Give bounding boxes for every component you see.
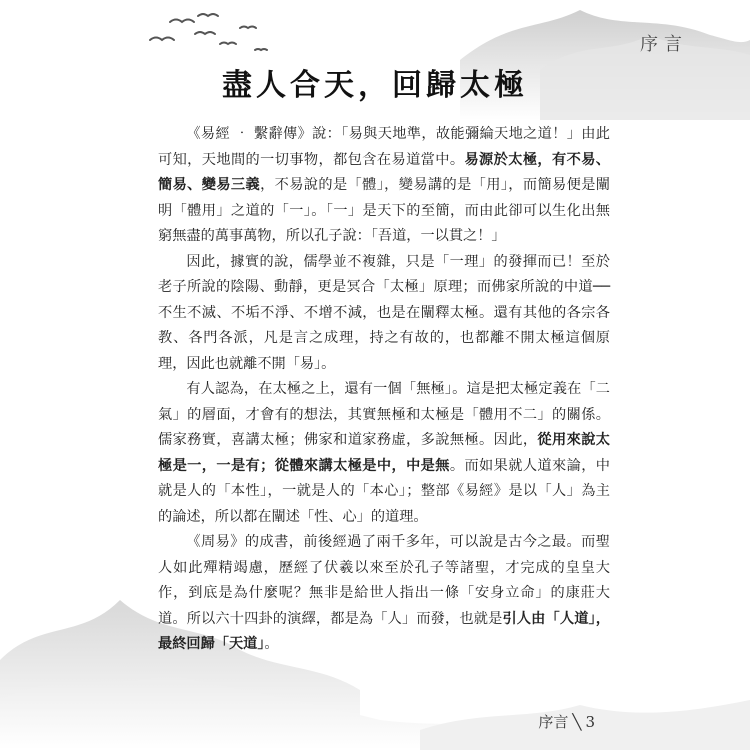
section-corner-label: 序言: [640, 34, 688, 55]
text-run: 。: [264, 636, 279, 652]
text-run: ，不易說的是「體」，變易講的是「用」，而簡易便是闡明「體用」之道的「一」。「一」是天下的至簡，而由此卻可以生化出無窮無盡的萬事萬物，所以孔子說：「吾道，一以貫之！」: [158, 177, 610, 244]
emphasized-text: 引人由「人道」，最終回歸「天道」: [158, 610, 610, 652]
footer-section-label: 序言: [538, 713, 569, 731]
text-run: 因此，據實的說，儒學並不複雜，只是「一理」的發揮而已！至於老子所說的陰陽、動靜，更是冥合「太極」原理；而佛家所說的中道──不生不滅、不垢不淨、不增不減，也是在闡釋太極。還有其他的各宗各教、各門各派，凡是言之成理，持之有故的，也都離不開太極這個原理，因此也就離不開「易」。: [158, 253, 610, 372]
text-run: 《周易》的成書，前後經過了兩千多年，可以說是古今之最。而聖人如此殫精竭慮，歷經了伏羲以來至於孔子等諸聖，才完成的皇皇大作，到底是為什麼呢？無非是給世人指出一條「安身立命」的康莊大道。所以六十四卦的演繹，都是為「人」而發，也就是: [158, 534, 610, 627]
flying-birds-decoration: [140, 10, 280, 60]
paragraph: [158, 530, 610, 658]
text-run: 。而如果就人道來論，中就是人的「本性」，一就是人的「本心」；整部《易經》是以「人」為主的論述，所以都在闡述「性、心」的道理。: [158, 457, 610, 525]
paragraph: [158, 122, 610, 250]
text-run: 有人認為，在太極之上，還有一個「無極」。這是把太極定義在「二氣」的層面，才會有的想法，其實無極和太極是「體用不二」的關係。儒家務實，喜講太極；佛家和道家務虛，多說無極。因此，: [158, 381, 610, 448]
text-run: 《易經 ‧ 繫辭傳》說：「易與天地準，故能彌綸天地之道！」由此可知，天地間的一切事物，都包含在易道當中。: [158, 126, 610, 168]
paragraph: [158, 250, 610, 378]
emphasized-text: 易源於太極，有不易、簡易、變易三義: [158, 151, 610, 193]
footer-separator: ╲: [572, 713, 582, 731]
page-number: 3: [585, 713, 595, 731]
emphasized-text: 從用來說太極是一，一是有；從體來講太極是中，中是無: [158, 432, 610, 474]
paragraph: [158, 377, 610, 530]
preface-body: [158, 122, 610, 658]
page-footer: [538, 711, 595, 732]
page-title: 盡人合天，回歸太極: [222, 68, 528, 103]
